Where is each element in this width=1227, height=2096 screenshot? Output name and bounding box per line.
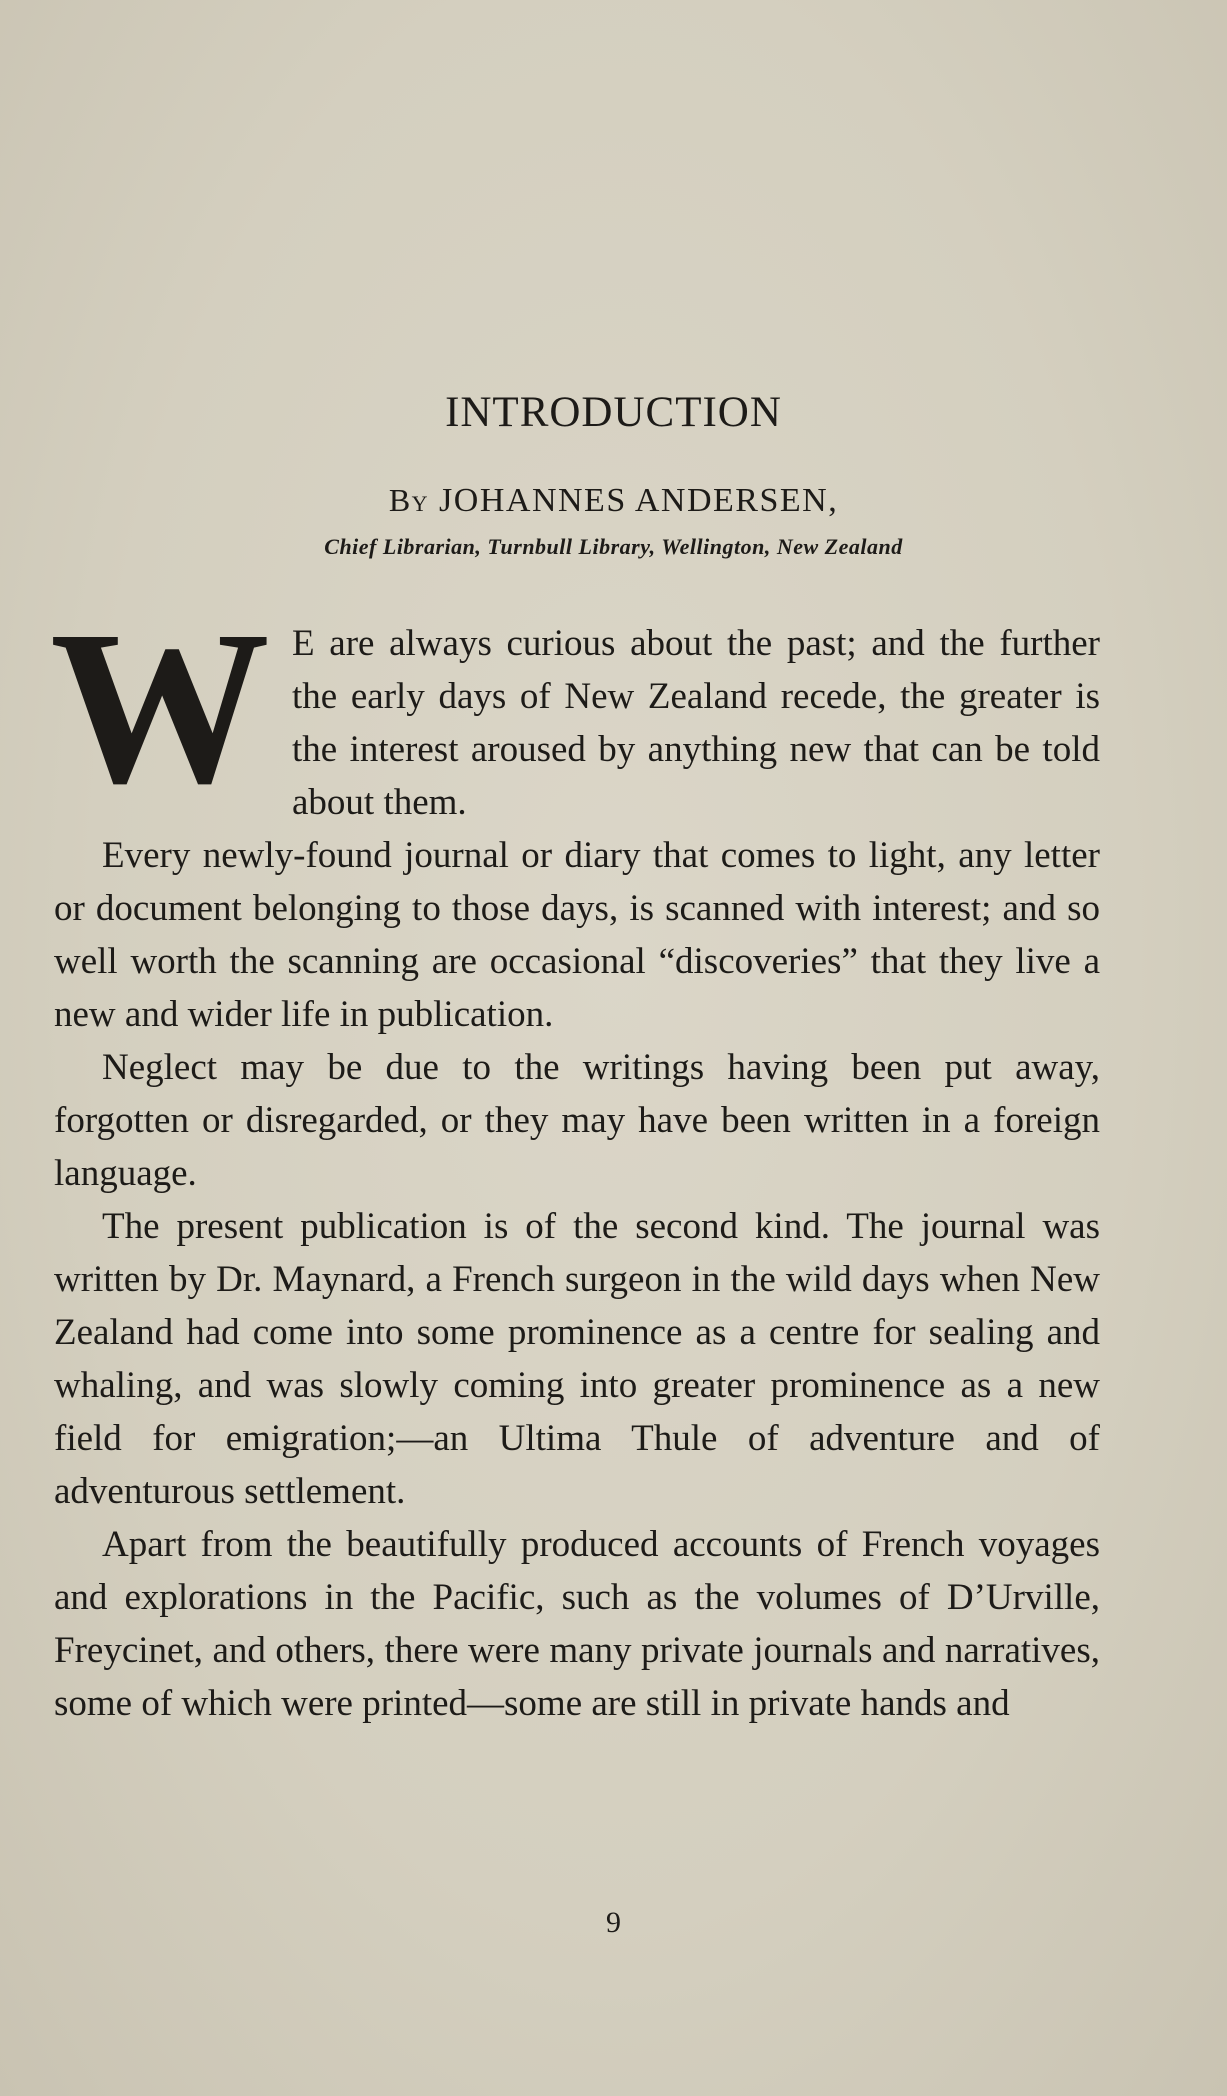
show-through-text xyxy=(0,0,1227,350)
byline xyxy=(0,482,1227,520)
paragraph-5: Apart from the beautifully produced accounts of French voyages and explorations in the Pacific, such as the volumes of D’Urville, Freycinet, and others, there were many private journals and narratives, some of which were printed—some are still in private hands and xyxy=(54,1524,1100,1724)
paragraph-1-text: E are always curious about the past; and the further the early days of New Zealand recede, the greater is the interest aroused by anything new that can be told about them. xyxy=(292,623,1100,823)
paragraph-3: Neglect may be due to the writings having been put away, forgotten or disregarded, or they may have been written in a foreign language. xyxy=(54,1047,1100,1194)
author-name: JOHANNES ANDERSEN, xyxy=(439,482,839,519)
page-number: 9 xyxy=(606,1906,621,1939)
paragraph-4: The present publication is of the second kind. The journal was written by Dr. Maynard, a French surgeon in the wild days when New Zealand had come into some prominence as a centre for sealing and whaling, and was slowly coming into greater prominence as a new field for emigration;—an Ultima Thule of adventure and of adventurous settlement. xyxy=(54,1206,1100,1512)
byline-prefix: By xyxy=(388,482,430,518)
paragraph-2: Every newly-found journal or diary that comes to light, any letter or document belonging to those days, is scanned with interest; and so well worth the scanning are occasional “discoveries” that they live a new and wider life in publication. xyxy=(54,835,1100,1035)
page-title: INTRODUCTION xyxy=(445,389,782,436)
body-text xyxy=(50,585,1100,1730)
paragraph-1 xyxy=(50,585,1100,829)
drop-cap: W xyxy=(50,585,270,829)
author-affiliation: Chief Librarian, Turnbull Library, Wellington, New Zealand xyxy=(324,534,903,559)
